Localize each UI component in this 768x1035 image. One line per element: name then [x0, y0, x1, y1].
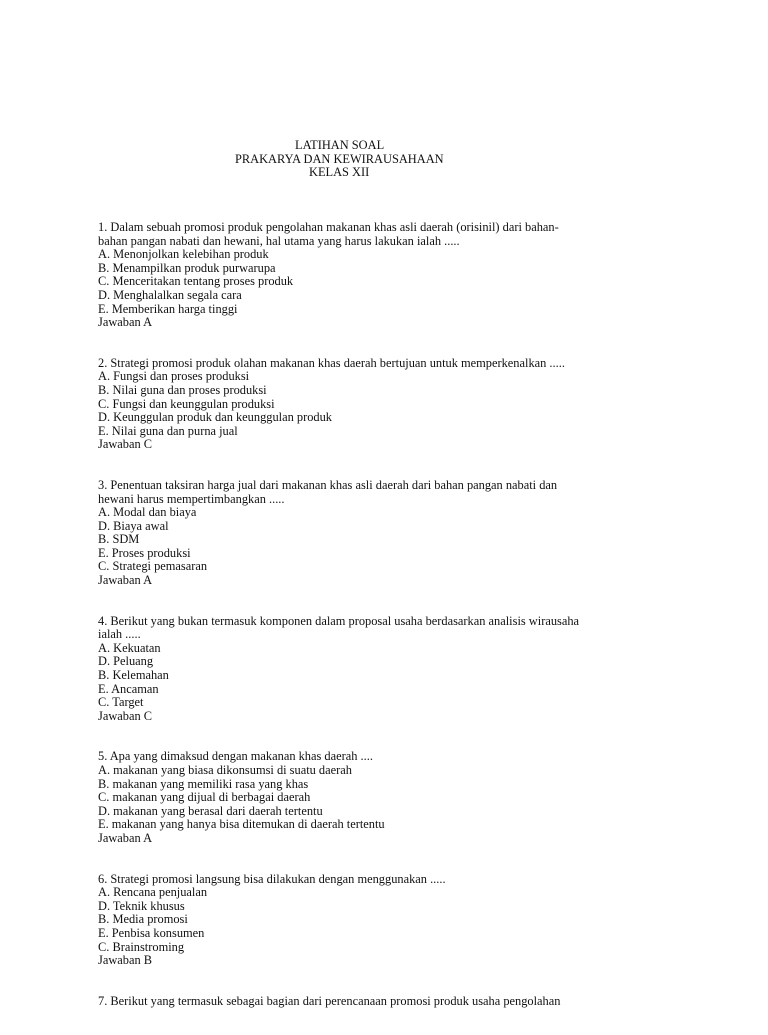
answer-option: E. Ancaman [98, 681, 159, 696]
question-stem-line: hewani harus mempertimbangkan ..... [98, 491, 285, 506]
question-stem-line: 1. Dalam sebuah promosi produk pengolahan makanan khas asli daerah (orisinil) dari bahan- [98, 220, 559, 234]
answer-option: B. Menampilkan produk purwarupa [98, 260, 276, 275]
answer-option: A. Menonjolkan kelebihan produk [98, 247, 269, 262]
answer-option: E. Memberikan harga tinggi [98, 301, 238, 316]
answer-key: Jawaban B [98, 953, 153, 968]
question-stem [98, 357, 568, 371]
question-stem [98, 613, 580, 642]
answer-option: D. Biaya awal [98, 518, 169, 533]
answer-option: B. makanan yang memiliki rasa yang khas [98, 776, 309, 791]
answer-key: Jawaban C [98, 437, 153, 452]
question-stem-line: 3. Penentuan taksiran harga jual dari makanan khas asli daerah dari bahan pangan nabati dan [98, 477, 558, 492]
questions-list [98, 220, 580, 1035]
question-stem [98, 873, 568, 887]
question-5 [98, 750, 568, 845]
question-stem [98, 221, 568, 248]
answer-key: Jawaban A [98, 830, 153, 845]
answer-option: C. Strategi pemasaran [98, 559, 208, 574]
question-3 [98, 479, 568, 588]
answer-option: C. Menceritakan tentang proses produk [98, 274, 294, 289]
question-stem-line: 5. Apa yang dimaksud dengan makanan khas daerah .... [98, 749, 373, 764]
answer-option: E. Nilai guna dan purna jual [98, 423, 238, 438]
answer-key: Jawaban C [98, 708, 153, 723]
answer-option: E. Proses produksi [98, 545, 191, 560]
question-1 [98, 221, 568, 330]
header-subject: PRAKARYA DAN KEWIRAUSAHAAN [235, 151, 444, 166]
answer-option: C. Brainstroming [98, 939, 185, 954]
question-stem-line: 4. Berikut yang bukan termasuk komponen dalam proposal usaha berdasarkan analisis wirausaha [98, 613, 580, 628]
header-class: KELAS XII [309, 165, 370, 180]
answer-option: B. SDM [98, 532, 140, 547]
answer-option: A. Rencana penjualan [98, 885, 208, 900]
question-stem-line: ialah ..... [98, 627, 141, 642]
question-4 [98, 613, 580, 724]
answer-option: D. Teknik khusus [98, 898, 185, 913]
question-stem-line: 2. Strategi promosi produk olahan makanan khas daerah bertujuan untuk memperkenalkan ..... [98, 355, 565, 370]
answer-option: A. makanan yang biasa dikonsumsi di suatu daerah [98, 763, 352, 777]
question-2 [98, 357, 568, 452]
answer-option: E. Penbisa konsumen [98, 925, 205, 940]
answer-option: D. Peluang [98, 654, 154, 669]
answer-option: D. makanan yang berasal dari daerah tertentu [98, 803, 323, 818]
question-stem-line: bahan pangan nabati dan hewani, hal utama yang harus lakukan ialah ..... [98, 233, 460, 248]
answer-option: A. Modal dan biaya [98, 505, 197, 520]
answer-option: A. Kekuatan [98, 640, 161, 655]
header-title: LATIHAN SOAL [295, 138, 385, 152]
answer-option: D. Keunggulan produk dan keunggulan produk [98, 410, 333, 425]
answer-option: C. makanan yang dijual di berbagai daerah [98, 790, 311, 805]
question-stem [98, 995, 568, 1009]
answer-option: C. Target [98, 695, 144, 710]
question-stem [98, 750, 568, 764]
question-7 [98, 995, 568, 1009]
question-6 [98, 873, 568, 968]
question-stem-line: 6. Strategi promosi langsung bisa dilakukan dengan menggunakan ..... [98, 871, 446, 886]
answer-option: B. Nilai guna dan proses produksi [98, 382, 267, 397]
answer-option: A. Fungsi dan proses produksi [98, 369, 250, 384]
answer-option: D. Menghalalkan segala cara [98, 287, 242, 302]
answer-key: Jawaban A [98, 315, 153, 330]
answer-option: E. makanan yang hanya bisa ditemukan di daerah tertentu [98, 817, 385, 832]
answer-option: B. Media promosi [98, 912, 188, 927]
question-stem [98, 479, 568, 506]
answer-option: B. Kelemahan [98, 668, 169, 683]
answer-key: Jawaban A [98, 573, 153, 588]
question-stem-line: 7. Berikut yang termasuk sebagai bagian dari perencanaan promosi produk usaha pengolahan [98, 993, 561, 1008]
answer-option: C. Fungsi dan keunggulan produksi [98, 396, 275, 411]
